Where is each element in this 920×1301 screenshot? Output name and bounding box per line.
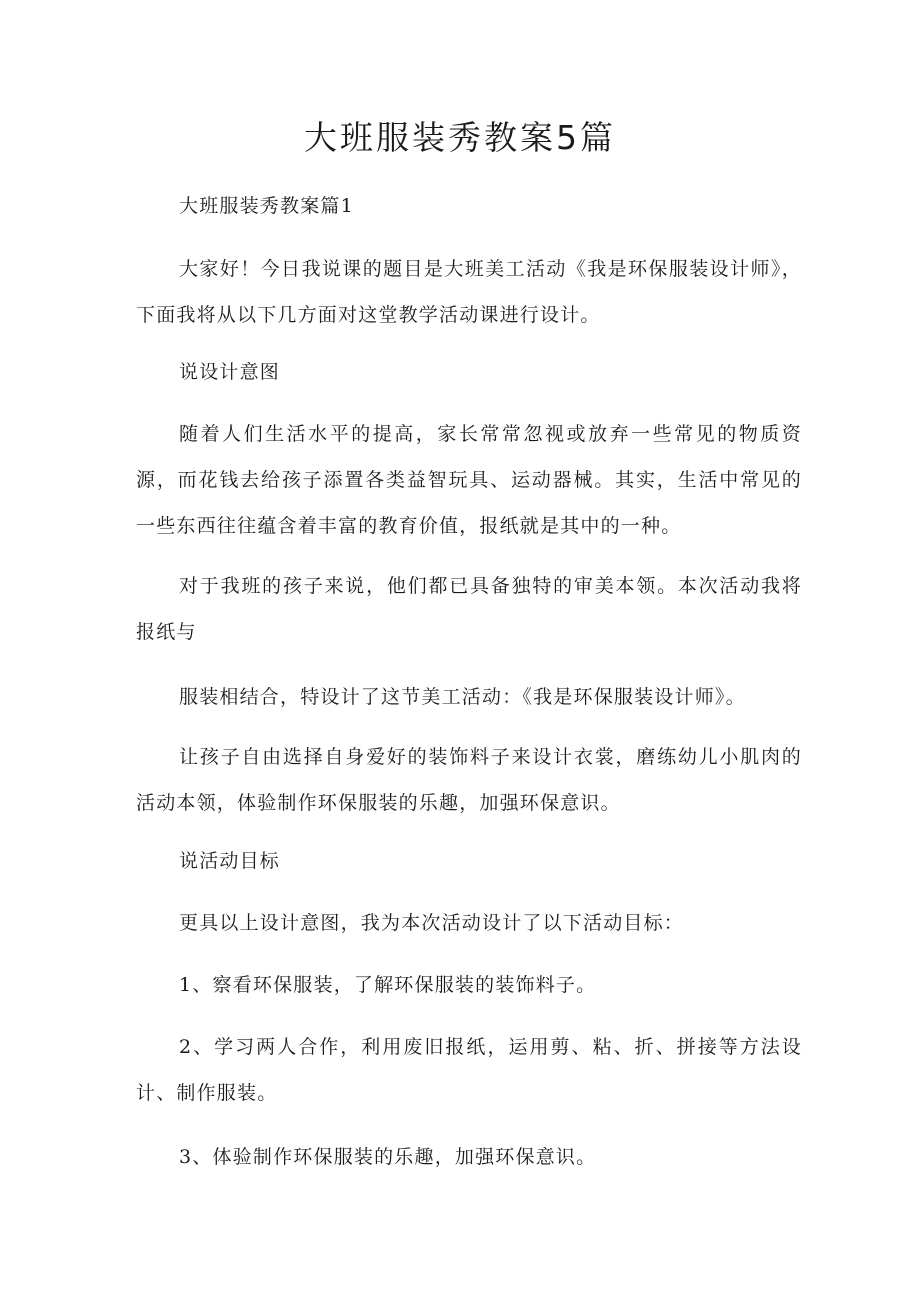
paragraph-heading-design-intent: 说设计意图 [179,361,281,383]
paragraph-objectives-intro: 更具以上设计意图，我为本次活动设计了以下活动目标： [179,912,685,934]
paragraph-intro: 大家好！今日我说课的题目是大班美工活动《我是环保服装设计师》，下面我将从以下几方面对这堂教学活动课进行设计。 [136,258,802,326]
objective-item-2: 2、学习两人合作，利用废旧报纸，运用剪、粘、折、拼接等方法设计、制作服装。 [136,1036,802,1104]
paragraph-class-ability: 对于我班的孩子来说，他们都已具备独特的审美本领。本次活动我将报纸与 [136,575,802,643]
objective-item-3: 3、体验制作环保服装的乐趣，加强环保意识。 [179,1146,597,1168]
section-heading: 大班服装秀教案篇1 [179,195,354,217]
paragraph-heading-objectives: 说活动目标 [179,850,281,872]
objective-item-1: 1、察看环保服装，了解环保服装的装饰料子。 [179,974,597,996]
paragraph-free-choice: 让孩子自由选择自身爱好的装饰料子来设计衣裳，磨练幼儿小肌肉的活动本领，体验制作环保服装的乐趣，加强环保意识。 [136,746,802,814]
paragraph-design-intent: 随着人们生活水平的提高，家长常常忽视或放弃一些常见的物质资源，而花钱去给孩子添置各类益智玩具、运动器械。其实，生活中常见的一些东西往往蕴含着丰富的教育价值，报纸就是其中的一种。 [136,423,802,537]
document-title: 大班服装秀教案5篇 [304,118,616,157]
paragraph-combination: 服装相结合，特设计了这节美工活动：《我是环保服装设计师》。 [179,686,746,708]
